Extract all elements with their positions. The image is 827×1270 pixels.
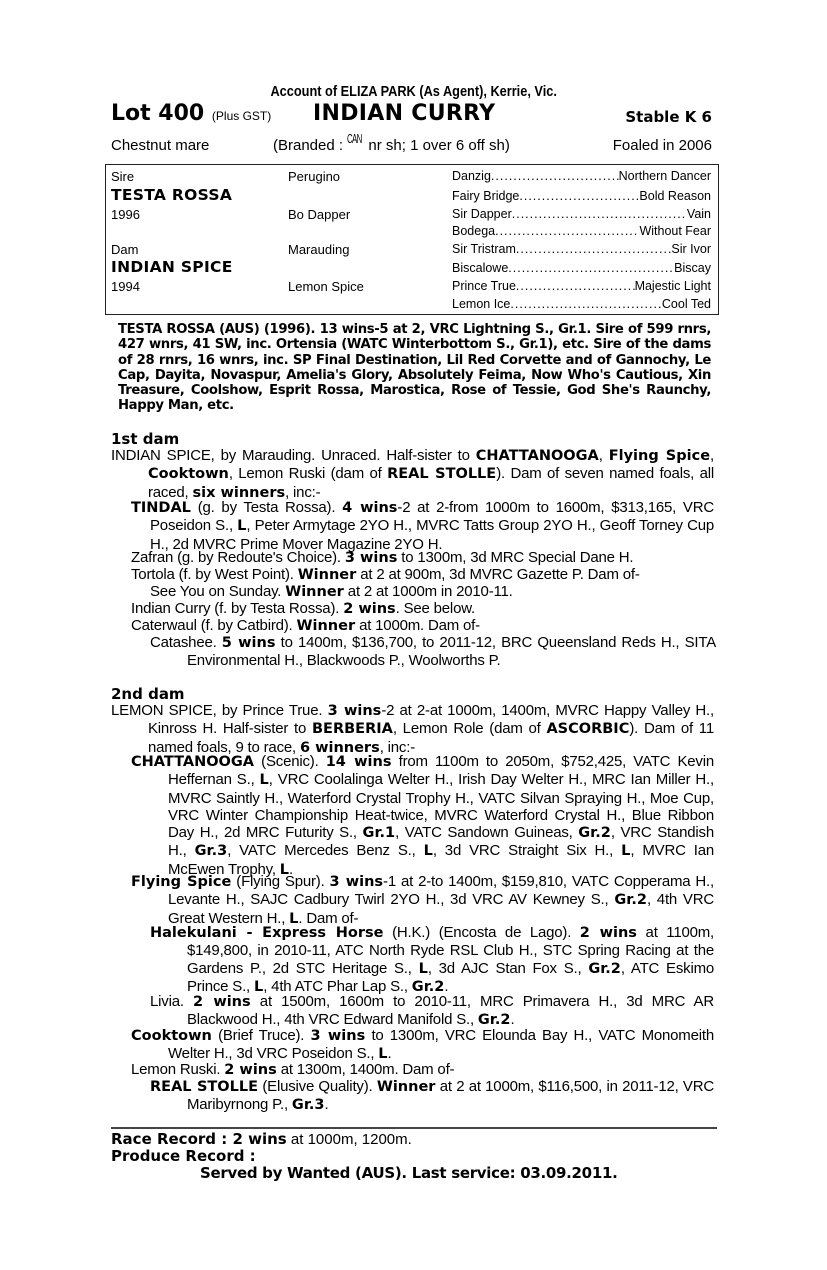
text: Indian Curry (f. by Testa Rossa). <box>131 600 344 617</box>
bold-text: 3 wins <box>329 874 384 890</box>
text: to 1300m, 3d MRC Special Dane H. <box>397 549 634 566</box>
ancestor-right: Bold Reason <box>639 189 711 203</box>
text: at 2 at 1000m, $116,500, in 2011-12, VRC Maribyrnong P., <box>187 1078 715 1114</box>
brand-mark-icon: CAN <box>347 131 362 146</box>
progeny-entry <box>150 993 714 1030</box>
sire-dam: Bo Dapper <box>288 207 351 222</box>
text: -2 at 2-at 1000m, 1400m, MVRC Happy Valley H., Kinross H. Half-sister to <box>148 702 714 738</box>
first-dam-heading: 1st dam <box>111 430 180 448</box>
text: (H.K.) (Encosta de Lago). <box>383 924 580 941</box>
race-record-detail: at 1000m, 1200m. <box>286 1131 412 1148</box>
text: at 2 at 900m, 3d MVRC Gazette P. Dam of- <box>356 566 640 583</box>
bold-text: 3 wins <box>327 703 382 719</box>
ancestor-left: Bodega <box>452 224 496 238</box>
foaled-year: Foaled in 2006 <box>612 137 712 154</box>
ancestor-right: Vain <box>686 207 711 221</box>
text: , Peter Armytage 2YO H., MVRC Tatts Group 2YO H., Geoff Torney Cup H., 2d MVRC Prime Mover Magazine 2YO H. <box>150 517 714 553</box>
bold-text: L <box>259 772 269 789</box>
bold-text: Gr.2 <box>477 1012 511 1029</box>
text: Caterwaul (f. by Catbird). <box>131 617 297 634</box>
ancestor-row <box>452 189 711 203</box>
progeny-entry <box>131 617 480 634</box>
text: (g. by Testa Rossa). <box>190 499 343 516</box>
progeny-entry <box>131 499 714 553</box>
bold-text: Winner <box>376 1079 436 1095</box>
text: LEMON SPICE, by Prince True. <box>111 702 328 719</box>
ancestor-left: Lemon Ice <box>452 297 511 311</box>
sire-summary: TESTA ROSSA (AUS) (1996). 13 wins-5 at 2, VRC Lightning S., Gr.1. Sire of 599 rnrs, 427 wnrs, 41 SW, inc. Ortensia (WATC Winterbottom S., Gr.1), etc. Sire of the dams of 28 rnrs, 16 wnrs, inc. SP Final Destination, Lil Red Corvette and of Gannochy, Le Cap, Dayita, Novaspur, Amelia's Glory, Absolutely Feima, Now Who's Cautious, Xin Treasure, Coolshow, Esprit Rossa, Marostica, Rose of Tessie, God She's Raunchy, Happy Man, etc. <box>118 322 711 414</box>
ancestor-right: Without Fear <box>639 224 711 238</box>
divider <box>111 1127 717 1129</box>
bold-text: REAL STOLLE <box>387 466 497 483</box>
bold-text: 3 wins <box>310 1028 366 1044</box>
bold-text: Winner <box>296 618 356 634</box>
second-dam-heading: 2nd dam <box>111 685 185 703</box>
bold-text: 2 wins <box>224 1062 277 1078</box>
vendor-account: Account of ELIZA PARK (As Agent), Kerrie, Vic. <box>270 84 557 100</box>
race-record <box>111 1130 412 1148</box>
leader-dots <box>495 224 639 238</box>
text: . <box>289 860 293 878</box>
bold-text: Cooktown <box>131 1028 212 1044</box>
text: at 1100m, $149,800, in 2010-11, ATC North Ryde RSL Club H., STC Spring Racing at the Gardens P., 2d STC Heritage S., <box>187 924 715 977</box>
text: , VRC Standish H., <box>168 824 714 860</box>
produce-record-label: Produce Record : <box>111 1147 256 1165</box>
second-dam-intro <box>111 702 714 757</box>
horse-name: INDIAN CURRY <box>313 101 496 126</box>
leader-dots <box>516 279 635 293</box>
text: at 1500m, 1600m to 2010-11, MRC Primavera H., 3d MRC AR Blackwood H., 4th VRC Edward Manifold S., <box>187 993 714 1029</box>
text: . <box>387 1045 392 1063</box>
text: (Brief Truce). <box>211 1027 311 1044</box>
progeny-entry <box>150 634 716 670</box>
dam-dam: Lemon Spice <box>288 279 364 294</box>
text: , 4th VRC Great Western H., <box>168 891 714 927</box>
ancestor-row <box>452 169 711 183</box>
race-record-label: Race Record : 2 wins <box>111 1130 287 1148</box>
bold-text: L <box>237 518 247 535</box>
text: , inc:- <box>285 483 321 501</box>
text: (Elusive Quality). <box>258 1078 377 1095</box>
bold-text: Winner <box>297 567 357 583</box>
bold-text: 3 wins <box>344 550 398 566</box>
bold-text: 5 wins <box>221 635 276 651</box>
bold-text: BERBERIA <box>312 721 393 738</box>
sire-name: TESTA ROSSA <box>111 186 233 204</box>
bold-text: 6 winners <box>299 739 380 756</box>
text: to 1300m, VRC Elounda Bay H., VATC Monomeith Welter H., 3d VRC Poseidon S., <box>168 1027 714 1063</box>
progeny-entry <box>131 600 475 617</box>
progeny-entry <box>150 924 714 996</box>
leader-dots <box>508 261 674 275</box>
progeny-entry <box>131 549 633 566</box>
bold-text: 2 wins <box>579 925 637 941</box>
ancestor-right: Northern Dancer <box>618 169 711 183</box>
lot-number <box>111 101 271 126</box>
text: , Lemon Role (dam of <box>392 720 547 738</box>
progeny-entry <box>131 873 714 928</box>
text: , VATC Mercedes Benz S., <box>227 842 424 860</box>
bold-text: L <box>621 843 631 860</box>
bold-text: Gr.2 <box>614 892 647 909</box>
text: -1 at 2-to 1400m, $159,810, VATC Copperama H., Levante H., SAJC Cadbury Twirl 2YO H., 3d VRC AV Kewney S., <box>168 873 714 909</box>
progeny-entry <box>150 1078 714 1115</box>
bold-text: 2 wins <box>192 994 251 1010</box>
text: , <box>598 447 609 464</box>
text: Catashee. <box>150 634 222 651</box>
ancestor-left: Sir Tristram <box>452 242 516 256</box>
bold-text: L <box>289 910 299 927</box>
text: Livia. <box>150 993 193 1010</box>
sire-year: 1996 <box>111 207 140 222</box>
text: . See below. <box>395 600 475 617</box>
text: , <box>710 447 715 464</box>
bold-text: Gr.2 <box>588 960 621 977</box>
ancestor-right: Sir Ivor <box>671 242 711 256</box>
bold-text: Cooktown <box>148 466 229 483</box>
brand-prefix: (Branded : <box>273 137 348 154</box>
text: at 2 at 1000m in 2010-11. <box>343 583 513 600</box>
text: , VRC Coolalinga Welter H., Irish Day Welter H., MRC Ian Miller H., MVRC Saintly H., Waterford Crystal Trophy H., VATC Silvan Spraying H., Moe Cup, VRC Winter Championship Heat-twice, MVRC Waterford Crystal H., Blue Ribbon Day H., 2d MRC Futurity S., <box>168 771 714 842</box>
ancestor-left: Prince True <box>452 279 516 293</box>
bold-text: ASCORBIC <box>546 721 630 738</box>
horse-sex-color: Chestnut mare <box>111 137 210 154</box>
bold-text: Winner <box>285 584 344 600</box>
sire-sire: Perugino <box>288 169 341 184</box>
text: Tortola (f. by West Point). <box>131 566 298 583</box>
stable-location: Stable K 6 <box>625 108 712 126</box>
ancestor-row <box>452 279 711 293</box>
text: , Lemon Ruski (dam of <box>228 465 388 483</box>
text: . Dam of- <box>298 909 359 927</box>
bold-text: Gr.2 <box>411 978 445 995</box>
text: (Scenic). <box>254 753 326 770</box>
bold-text: Flying Spice <box>608 448 711 464</box>
text: . <box>324 1096 329 1114</box>
text: . <box>444 977 449 995</box>
text: , 4th ATC Phar Lap S., <box>263 977 412 995</box>
progeny-entry <box>131 1027 714 1064</box>
bold-text: Gr.2 <box>578 825 611 842</box>
leader-dots <box>519 189 639 203</box>
sire-label: Sire <box>111 169 135 184</box>
ancestor-row <box>452 224 711 238</box>
ancestor-left: Fairy Bridge <box>452 189 520 203</box>
text: , MVRC Ian McEwen Trophy, <box>168 842 714 878</box>
bold-text: CHATTANOOGA <box>475 448 599 464</box>
text: . <box>510 1011 515 1029</box>
bold-text: Halekulani - Express Horse <box>150 925 384 941</box>
text: Zafran (g. by Redoute's Choice). <box>131 549 345 566</box>
progeny-entry <box>131 566 640 583</box>
bold-text: 2 wins <box>343 601 396 617</box>
dam-sire: Marauding <box>288 242 350 257</box>
text: INDIAN SPICE, by Marauding. Unraced. Half-sister to <box>111 447 476 464</box>
service-info: Served by Wanted (AUS). Last service: 03.09.2011. <box>200 1164 618 1182</box>
text: from 1100m to 2050m, $752,425, VATC Kevin Heffernan S., <box>168 753 714 789</box>
ancestor-left: Biscalowe <box>452 261 509 275</box>
first-dam-intro <box>111 447 714 502</box>
bold-text: Gr.3 <box>291 1097 325 1114</box>
ancestor-row <box>452 261 711 275</box>
bold-text: REAL STOLLE <box>150 1079 258 1095</box>
text: -2 at 2-from 1000m to 1600m, $313,165, VRC Poseidon S., <box>150 499 714 535</box>
brand-suffix: nr sh; 1 over 6 off sh) <box>364 137 510 154</box>
text: (Flying Spur). <box>231 873 330 890</box>
brand-info <box>273 131 510 154</box>
bold-text: Gr.1 <box>362 825 396 842</box>
ancestor-row <box>452 242 711 256</box>
ancestor-left: Danzig <box>452 169 491 183</box>
ancestor-right: Cool Ted <box>661 297 711 311</box>
text: , 3d AJC Stan Fox S., <box>427 959 589 977</box>
bold-text: Gr.3 <box>194 843 228 860</box>
bold-text: six winners <box>192 484 286 501</box>
text: , inc:- <box>379 738 415 756</box>
dam-name: INDIAN SPICE <box>111 258 233 276</box>
bold-text: CHATTANOOGA <box>131 754 254 770</box>
lot-label: Lot 400 <box>111 101 205 126</box>
text: at 1000m. Dam of- <box>355 617 480 634</box>
leader-dots <box>510 297 662 311</box>
bold-text: TINDAL <box>131 500 191 516</box>
text: , 3d VRC Straight Six H., <box>432 842 622 860</box>
ancestor-left: Sir Dapper <box>452 207 512 221</box>
ancestor-row <box>452 207 711 221</box>
bold-text: 4 wins <box>342 500 398 516</box>
dam-label: Dam <box>111 242 139 257</box>
progeny-entry <box>131 1061 454 1078</box>
bold-text: L <box>279 861 290 878</box>
bold-text: 14 wins <box>325 754 392 770</box>
leader-dots <box>491 169 619 183</box>
leader-dots <box>512 207 687 221</box>
ancestor-right: Majestic Light <box>634 279 711 293</box>
text: See You on Sunday. <box>150 583 286 600</box>
bold-text: L <box>378 1046 388 1063</box>
bold-text: L <box>423 843 433 860</box>
text: ). Dam of seven named foals, all raced, <box>148 465 714 501</box>
text: ). Dam of 11 named foals, 9 to race, <box>148 720 714 756</box>
bold-text: Flying Spice <box>131 874 232 890</box>
text: Lemon Ruski. <box>131 1061 225 1078</box>
text: , ATC Eskimo Prince S., <box>187 959 715 995</box>
progeny-entry <box>150 583 513 600</box>
bold-text: L <box>418 960 428 977</box>
text: to 1400m, $136,700, to 2011-12, BRC Queensland Reds H., SITA Environmental H., Blackwoods P., Woolworths P. <box>187 634 717 670</box>
text: at 1300m, 1400m. Dam of- <box>276 1061 455 1078</box>
ancestor-right: Biscay <box>674 261 711 275</box>
ancestor-row <box>452 297 711 311</box>
progeny-entry <box>131 753 714 879</box>
gst-note: (Plus GST) <box>211 109 272 123</box>
bold-text: L <box>254 978 264 995</box>
dam-year: 1994 <box>111 279 140 294</box>
text: , VATC Sandown Guineas, <box>395 824 579 842</box>
leader-dots <box>516 242 672 256</box>
